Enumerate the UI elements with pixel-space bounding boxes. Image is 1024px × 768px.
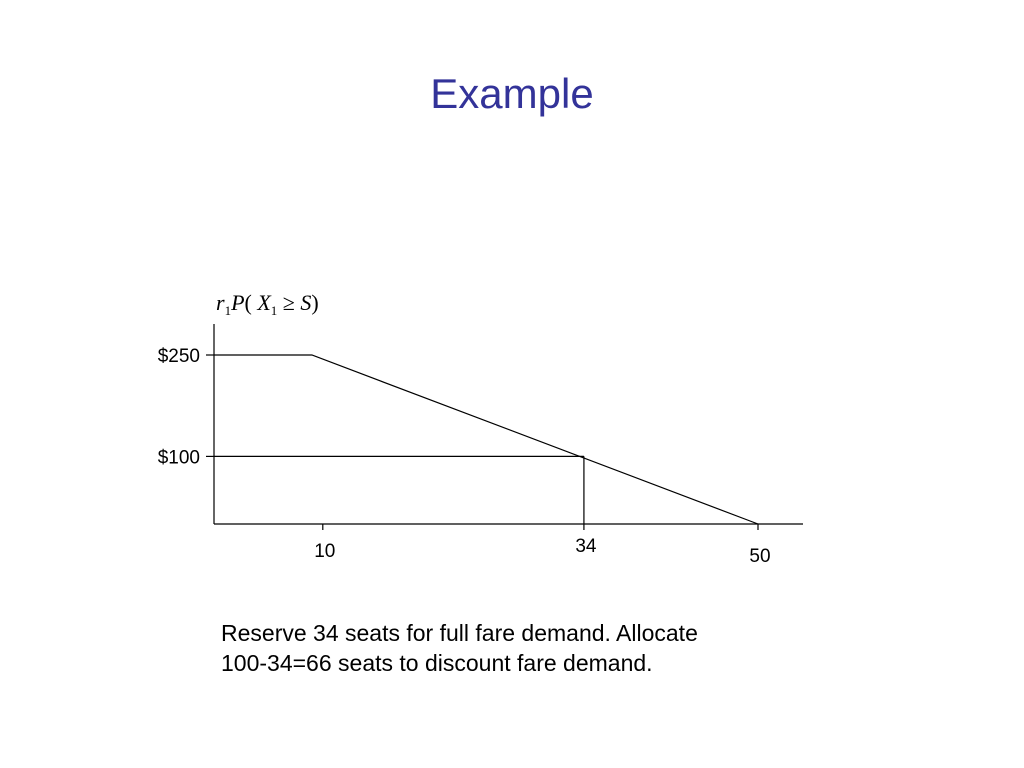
- formula-p: P: [231, 290, 245, 315]
- x-tick-label: 10: [314, 541, 336, 562]
- caption-line-2: 100-34=66 seats to discount fare demand.: [221, 650, 653, 676]
- y-tick-label: $100: [157, 447, 200, 469]
- formula-geq: ≥: [282, 290, 295, 315]
- formula-x: X: [257, 290, 271, 315]
- formula-x-sub: 1: [270, 303, 278, 318]
- slide-title: Example: [430, 70, 594, 117]
- formula-close-paren: ): [311, 290, 319, 315]
- formula-r: r: [216, 290, 225, 315]
- y-tick-label: $250: [157, 346, 200, 367]
- formula-r-sub: 1: [224, 303, 232, 318]
- x-tick-label: 50: [749, 546, 771, 567]
- series-line-0: [214, 355, 758, 524]
- formula-open-paren: (: [244, 290, 252, 315]
- caption: [221, 618, 821, 678]
- x-tick-label: 34: [575, 536, 597, 557]
- formula-s: S: [300, 290, 312, 315]
- caption-line-1: Reserve 34 seats for full fare demand. Allocate: [221, 620, 698, 646]
